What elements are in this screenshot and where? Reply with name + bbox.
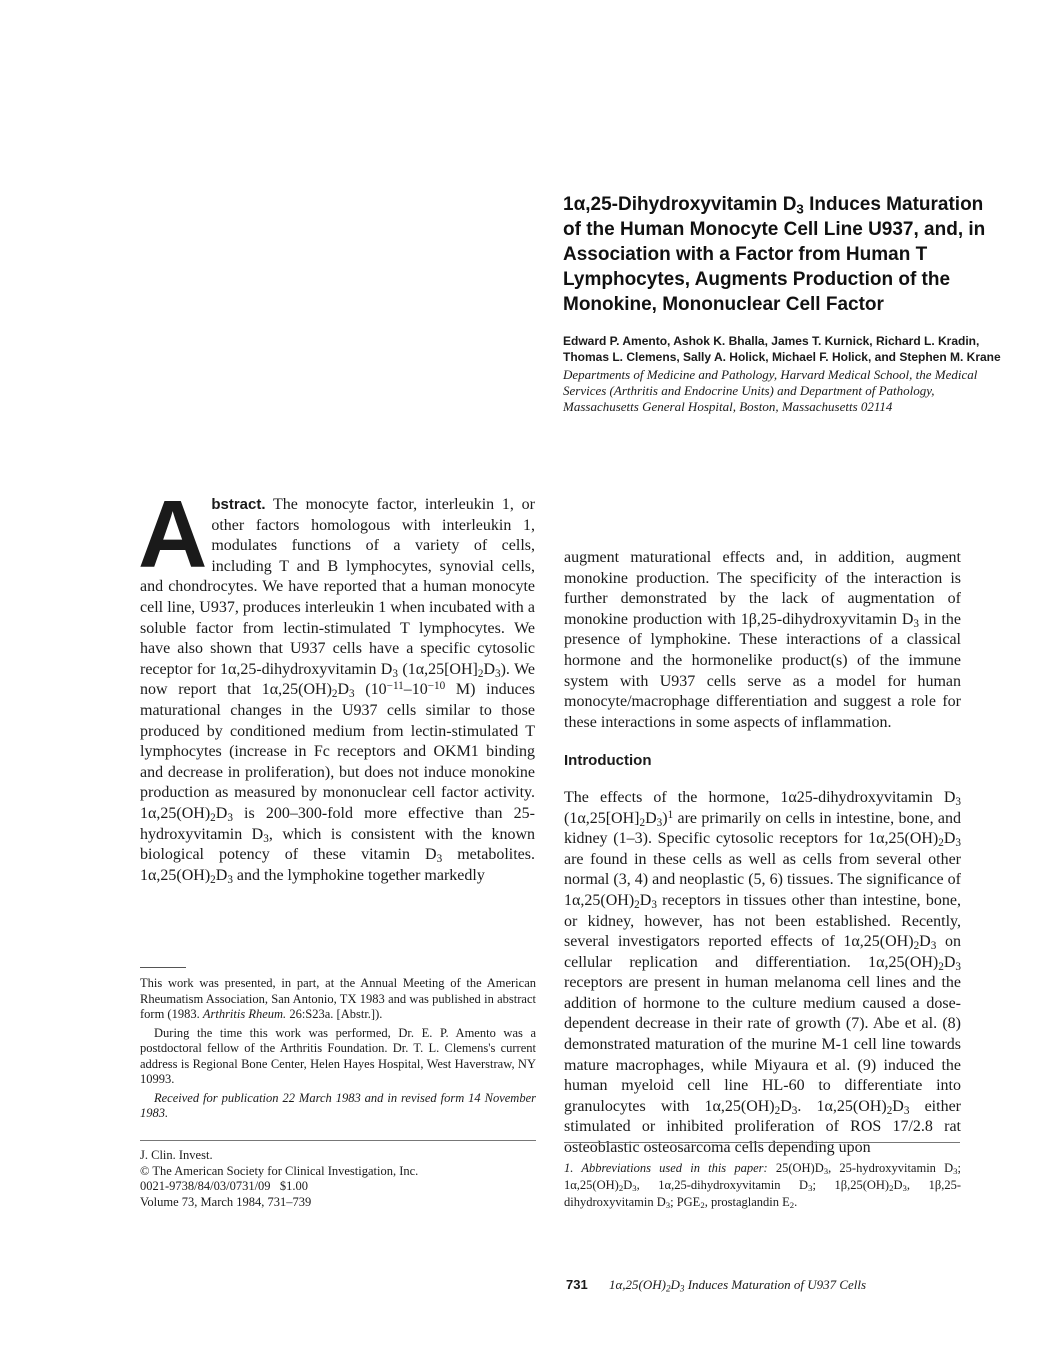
abbreviation-rule [564, 1142, 960, 1143]
publication-rule [140, 1140, 536, 1141]
introduction-heading: Introduction [564, 752, 652, 770]
abstract-heading: bstract. [211, 496, 266, 513]
abstract-text-part1: The monocyte factor, interleukin 1, or other factors homologous with interleukin 1, modulates functions of a variety of cells, including T and B lymphocytes, synovial cells, and chondrocytes. We have reported that a human monocyte cell line, U937, produces interleukin 1 when incubated with a soluble factor from lectin-stimulated T lymphocytes. We have also shown that U937 cells have a specific cytosolic receptor for 1α,25-dihydroxyvitamin $D_3$ $(1\alpha,25[OH]_2D_3)$. We now report that $1\alpha,25(OH)_2D_3$ ($10^{-11}-10^{-10}$ M) induces maturational changes in the U937 cells similar to those produced by conditioned medium from lectin-stimulated T lymphocytes (increase in Fc receptors and OKM1 binding and decrease in proliferation), but does not induce monokine production as measured by mononuclear cell factor activity. $1\alpha,25(OH)_2D_3$ is 200–300-fold more effective than 25-hydroxyvitamin $D_3$, which is consistent with the known biological potency of these vitamin $D_3$ metabolites. $1\alpha,25(OH)_2D_3$ and the lymphokine together markedly [140, 496, 536, 886]
title-block [563, 192, 1003, 415]
abstract-continuation: augment maturational effects and, in addition, augment monokine production. The specificity of the interaction is further demonstrated by the lack of augmentation of monokine production with 1β,25-dihydroxyvitamin $D_3$ in the presence of lymphokine. These interactions of a classical hormone and the hormonelike product(s) of the immune system with U937 cells serve as a model for human monocyte/macrophage differentiation and suggest a role for these interactions in some aspects of inflammation. [564, 549, 961, 731]
footnote-fellowship: During the time this work was performed, Dr. E. P. Amento was a postdoctoral fellow of the Arthritis Foundation. Dr. T. L. Clemens's current address is Regional Bone Center, Helen Hayes Hospital, West Haverstraw, NY 10993. [140, 1025, 536, 1086]
affiliation: Departments of Medicine and Pathology, Harvard Medical School, the Medical Services (Arthritis and Endocrine Units) and Department of Pathology, Massachusetts General Hospital, Boston, Massachusetts 02114 [563, 367, 978, 414]
running-footer [566, 1277, 866, 1293]
running-title: $1\alpha,25(OH)_2D_3$ Induces Maturation of U937 Cells [608, 1277, 867, 1294]
publication-info [140, 1148, 418, 1210]
page-number: 731 [566, 1277, 588, 1292]
issn-line: 0021-9738/84/03/0731/09 $1.00 [140, 1179, 309, 1193]
footnotes [140, 976, 536, 1125]
journal-name: J. Clin. Invest. [140, 1148, 213, 1162]
footnote-rule [140, 967, 186, 968]
footnote-presentation: This work was presented, in part, at the Annual Meeting of the American Rheumatism Association, San Antonio, TX 1983 and was published in abstract form (1983. Arthritis Rheum. 26:S23a. [Abstr.]). [140, 976, 536, 1021]
introduction-paragraph: The effects of the hormone, 1α25-dihydroxyvitamin $D_3$ $(1\alpha,25[OH]_2D_3)^1$ are primarily on cells in intestine, bone, and kidney (1–3). Specific cytosolic receptors for $1\alpha,25(OH)_2D_3$ are found in these cells as well as cells from several other normal (3, 4) and neoplastic (5, 6) tissues. The significance of $1\alpha,25(OH)_2D_3$ receptors in tissues other than intestine, bone, or kidney, however, has not been established. Recently, several investigators reported effects of $1\alpha,25(OH)_2D_3$ on cellular replication and differentiation. $1\alpha,25(OH)_2D_3$ receptors are present in human melanoma cell lines and the addition of hormone to the culture medium caused a dose-dependent decrease in their rate of growth (7). Abe et al. (8) demonstrated maturation of the murine M-1 cell line towards mature macrophages, while Miyaura et al. (9) induced the human myeloid cell line HL-60 to differentiate into granulocytes with $1\alpha,25(OH)_2D_3$. $1\alpha,25(OH)_2D_3$ either stimulated or inhibited proliferation of ROS 17/2.8 rat osteoblastic osteosarcoma cells depending upon [564, 788, 962, 1157]
abbreviation-footnote: 1. Abbreviations used in this paper: $25(OH)D_3$, 25-hydroxyvitamin $D_3$; $1\alpha,25(OH)_2D_3$, 1α,25-dihydroxyvitamin $D_3$; $1\beta,25(OH)_2D_3$, 1β,25-dihydroxyvitamin $D_3$; $PGE_2$, prostaglandin $E_2$. [564, 1161, 961, 1211]
abstract-drop-cap: A [138, 481, 208, 588]
copyright-line: © The American Society for Clinical Investigation, Inc. [140, 1163, 419, 1178]
abbreviation-lead: 1. Abbreviations used in this paper: [564, 1161, 768, 1175]
footnote-received: Received for publication 22 March 1983 and in revised form 14 November 1983. [140, 1090, 536, 1120]
left-column [138, 481, 536, 886]
volume-line: Volume 73, March 1984, 731–739 [140, 1194, 312, 1209]
author-list: Edward P. Amento, Ashok K. Bhalla, James T. Kurnick, Richard L. Kradin, Thomas L. Clemens, Sally A. Holick, Michael F. Holick, and Stephen M. Krane [563, 334, 1001, 364]
article-title: 1α,25-Dihydroxyvitamin $D_3$ Induces Maturation of the Human Monocyte Cell Line U937, and, in Association with a Factor from Human T Lymphocytes, Augments Production of the Monokine, Mononuclear Cell Factor [563, 194, 986, 315]
right-column [564, 548, 961, 1159]
